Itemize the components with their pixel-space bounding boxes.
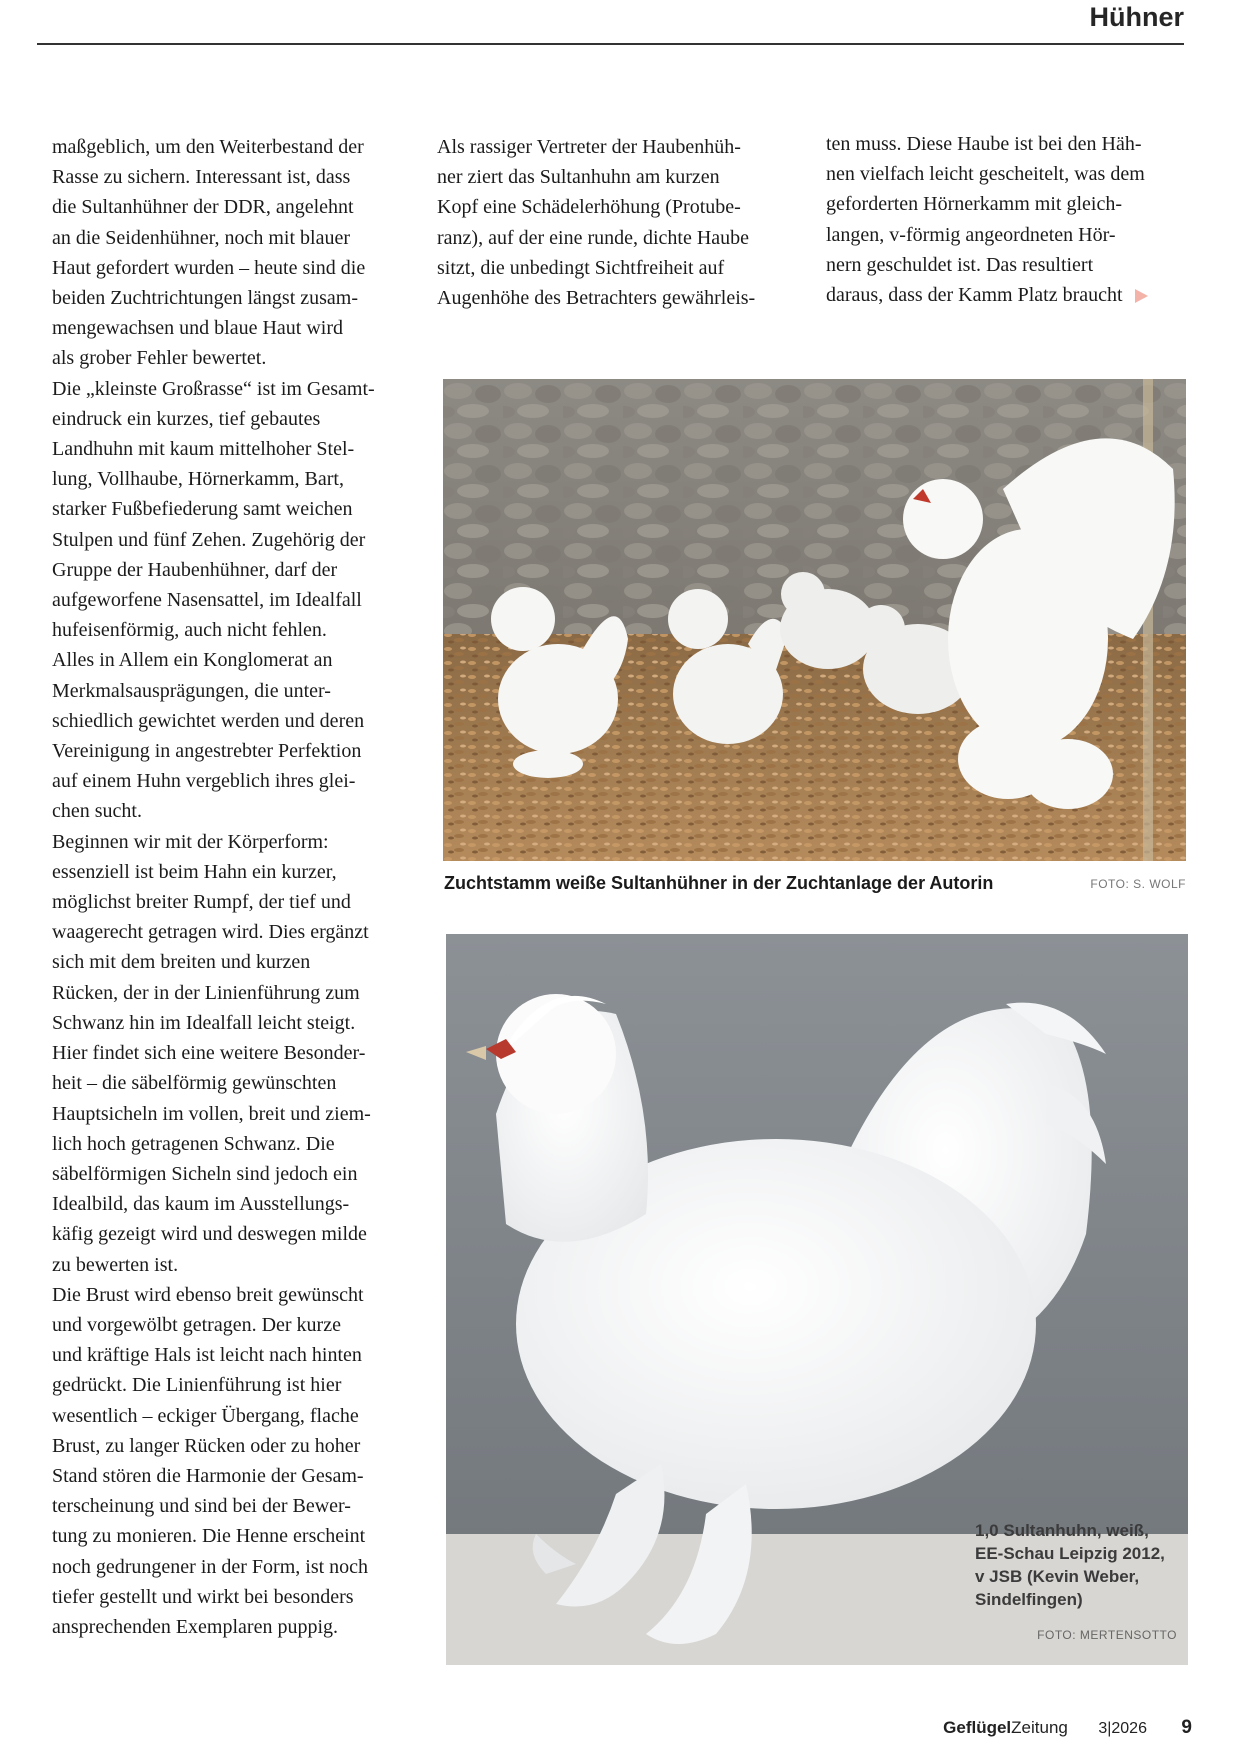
text-line xyxy=(826,280,1148,310)
text-line: zu bewerten ist. xyxy=(52,1253,179,1276)
text-line: terscheinung und sind bei der Bewer- xyxy=(52,1495,351,1518)
text-line: aufgeworfene Nasensattel, im Idealfall xyxy=(52,589,362,612)
text-line: starker Fußbefiederung samt weichen xyxy=(52,498,353,521)
text-line: möglichst breiter Rumpf, der tief und xyxy=(52,891,351,914)
text-line: Brust, zu langer Rücken oder zu hoher xyxy=(52,1434,361,1457)
header-rule xyxy=(37,43,1184,45)
text-line: mengewachsen und blaue Haut wird xyxy=(52,317,344,340)
text-line: ansprechenden Exemplaren puppig. xyxy=(52,1615,339,1638)
text-line: maßgeblich, um den Weiterbestand der xyxy=(52,136,364,158)
text-line: Merkmalsausprägungen, die unter- xyxy=(52,679,331,702)
text-line-content: daraus, dass der Kamm Platz braucht xyxy=(826,284,1123,307)
text-line: und kräftige Hals ist leicht nach hinten xyxy=(52,1344,362,1367)
caption-line: Sindelfingen) xyxy=(975,1590,1083,1609)
text-line: an die Seidenhühner, noch mit blauer xyxy=(52,226,350,249)
text-line: sitzt, die unbedingt Sichtfreiheit auf xyxy=(437,256,725,279)
text-line: essenziell ist beim Hahn ein kurzer, xyxy=(52,860,337,883)
caption-line: EE-Schau Leipzig 2012, xyxy=(975,1544,1165,1563)
text-column-3 xyxy=(826,129,1148,310)
magazine-name-bold: Geflügel xyxy=(943,1718,1012,1737)
text-line: Hauptsicheln im vollen, breit und ziem- xyxy=(52,1102,371,1125)
text-line: Rasse zu sichern. Interessant ist, dass xyxy=(52,166,351,189)
text-line: waagerecht getragen wird. Dies ergänzt xyxy=(52,921,369,944)
text-line: Idealbild, das kaum im Ausstellungs- xyxy=(52,1193,350,1216)
text-line: lich hoch getragenen Schwanz. Die xyxy=(52,1132,335,1155)
text-line: Beginnen wir mit der Körperform: xyxy=(52,830,329,853)
text-line: ner ziert das Sultanhuhn am kurzen xyxy=(437,166,720,189)
text-line: Vereinigung in angestrebter Perfektion xyxy=(52,740,362,763)
text-line: chen sucht. xyxy=(52,800,142,823)
text-line: Stulpen und fünf Zehen. Zugehörig der xyxy=(52,528,366,551)
photo-flock-image xyxy=(443,379,1186,861)
text-line: langen, v-förmig angeordneten Hör- xyxy=(826,223,1116,246)
caption-line: 1,0 Sultanhuhn, weiß, xyxy=(975,1521,1149,1540)
text-line: gedrückt. Die Linienführung ist hier xyxy=(52,1374,342,1397)
continue-arrow-icon xyxy=(1135,289,1148,303)
photo-flock-caption: Zuchtstamm weiße Sultanhühner in der Zuchtanlage der Autorin xyxy=(444,873,994,893)
text-line: Stand stören die Harmonie der Gesam- xyxy=(52,1464,364,1487)
text-line: tung zu monieren. Die Henne erscheint xyxy=(52,1525,366,1548)
page-footer xyxy=(943,1717,1192,1739)
text-line: ten muss. Diese Haube ist bei den Häh- xyxy=(826,133,1142,155)
text-line: ranz), auf der eine runde, dichte Haube xyxy=(437,226,750,249)
text-line: noch gedrungener in der Form, ist noch xyxy=(52,1555,369,1578)
text-line: Gruppe der Haubenhühner, darf der xyxy=(52,558,338,581)
text-line: beiden Zuchtrichtungen längst zusam- xyxy=(52,287,359,310)
text-line: hufeisenförmig, auch nicht fehlen. xyxy=(52,619,327,642)
text-column-2 xyxy=(437,132,755,313)
text-line: Augenhöhe des Betrachters gewährleis- xyxy=(437,287,756,310)
text-line: wesentlich – eckiger Übergang, flache xyxy=(52,1404,359,1427)
text-line: nen vielfach leicht gescheitelt, was dem xyxy=(826,163,1145,186)
issue-number: 3|2026 xyxy=(1098,1720,1147,1737)
text-line: Als rassiger Vertreter der Haubenhüh- xyxy=(437,136,741,158)
text-line: als grober Fehler bewertet. xyxy=(52,347,267,370)
text-line: Kopf eine Schädelerhöhung (Protube- xyxy=(437,196,741,219)
text-line: tiefer gestellt und wirkt bei besonders xyxy=(52,1585,354,1608)
text-line: Schwanz hin im Idealfall leicht steigt. xyxy=(52,1011,356,1034)
text-line: Rücken, der in der Linienführung zum xyxy=(52,981,360,1004)
text-line: lung, Vollhaube, Hörnerkamm, Bart, xyxy=(52,468,344,491)
page-number: 9 xyxy=(1181,1717,1192,1738)
text-line: sich mit dem breiten und kurzen xyxy=(52,951,311,974)
text-column-1 xyxy=(52,132,375,1642)
text-line: säbelförmigen Sicheln sind jedoch ein xyxy=(52,1162,358,1185)
text-line: heit – die säbelförmig gewünschten xyxy=(52,1072,337,1095)
photo-flock-credit: FOTO: S. WOLF xyxy=(1090,877,1186,891)
photo-rooster-caption xyxy=(975,1519,1165,1611)
photo-rooster-credit: FOTO: MERTENSOTTO xyxy=(1037,1628,1177,1642)
text-line: Hier findet sich eine weitere Besonder- xyxy=(52,1042,366,1065)
text-line: geforderten Hörnerkamm mit gleich- xyxy=(826,193,1122,216)
text-line: Die „kleinste Großrasse“ ist im Gesamt- xyxy=(52,377,375,400)
text-line: nern geschuldet ist. Das resultiert xyxy=(826,253,1094,276)
photo-flock xyxy=(443,379,1186,861)
text-line: die Sultanhühner der DDR, angelehnt xyxy=(52,196,354,219)
section-title: Hühner xyxy=(1089,2,1184,32)
magazine-name-rest: Zeitung xyxy=(1011,1718,1068,1737)
text-line: käfig gezeigt wird und deswegen milde xyxy=(52,1223,367,1246)
text-line: und vorgewölbt getragen. Der kurze xyxy=(52,1313,341,1336)
text-line: auf einem Huhn vergeblich ihres glei- xyxy=(52,770,356,793)
caption-line: v JSB (Kevin Weber, xyxy=(975,1567,1140,1586)
text-line: eindruck ein kurzes, tief gebautes xyxy=(52,407,321,430)
text-line: Alles in Allem ein Konglomerat an xyxy=(52,649,333,672)
text-line: schiedlich gewichtet werden und deren xyxy=(52,709,365,732)
text-line: Haut gefordert wurden – heute sind die xyxy=(52,256,366,279)
text-line: Die Brust wird ebenso breit gewünscht xyxy=(52,1283,364,1306)
text-line: Landhuhn mit kaum mittelhoher Stel- xyxy=(52,438,355,461)
